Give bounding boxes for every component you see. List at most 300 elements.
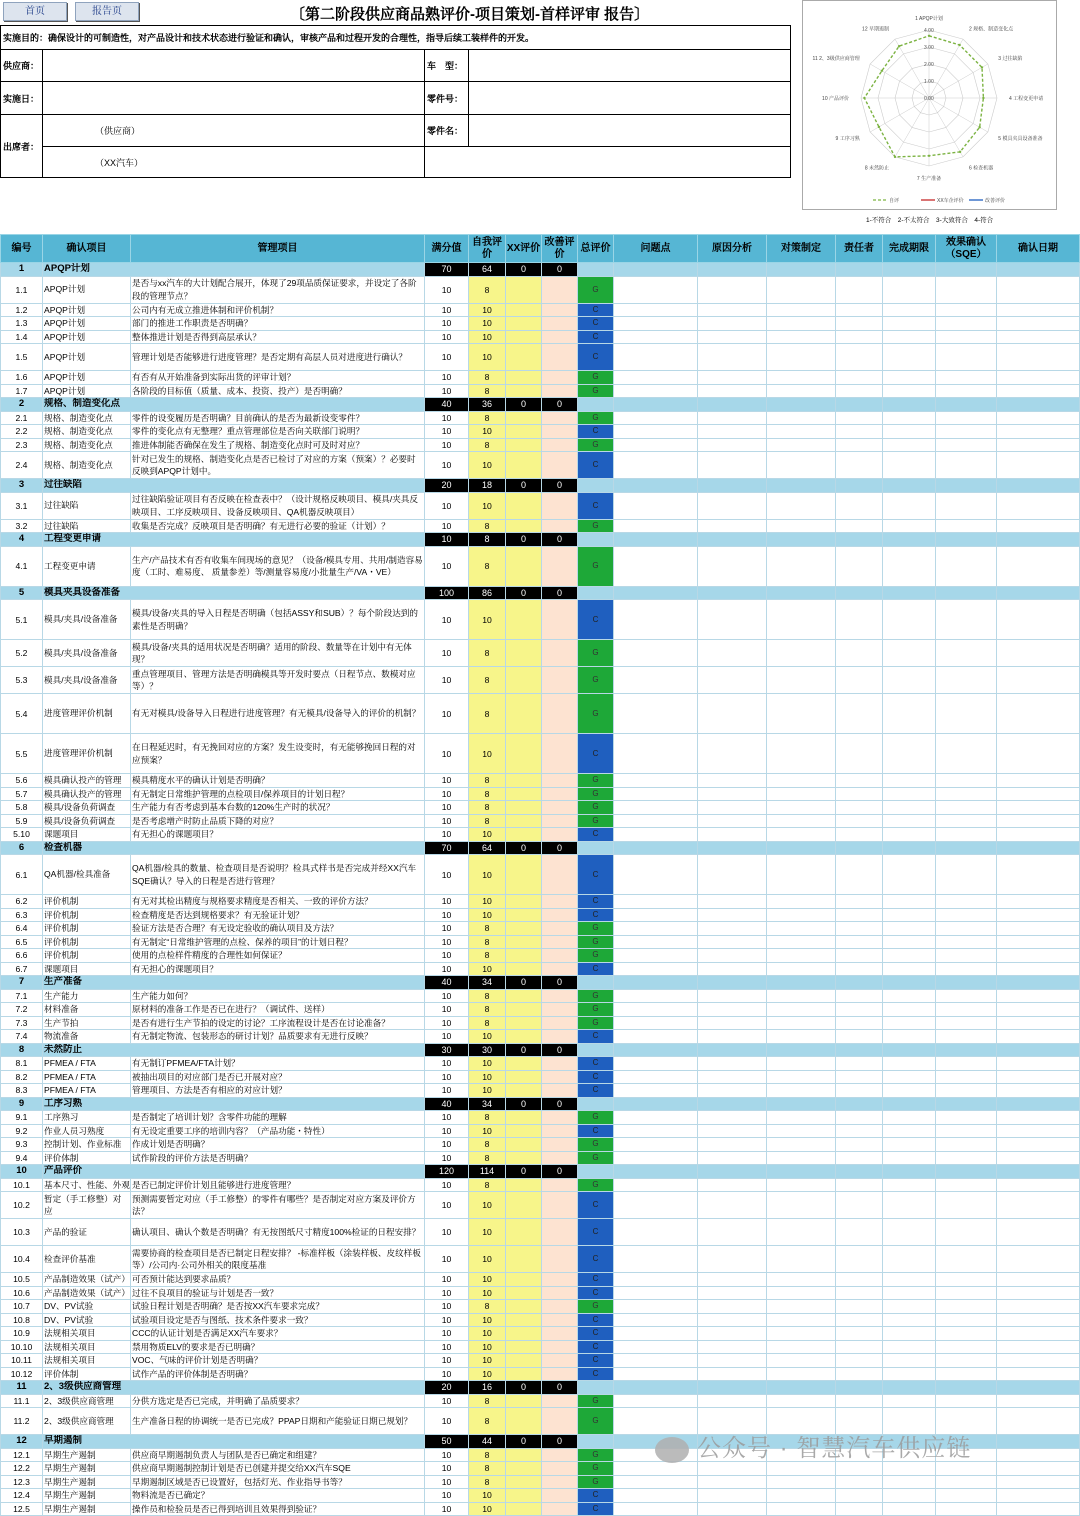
improve-score[interactable] xyxy=(542,1367,578,1381)
confirm-date-cell[interactable] xyxy=(997,519,1080,533)
sqe-confirm-cell[interactable] xyxy=(936,774,997,788)
improve-score[interactable] xyxy=(542,908,578,922)
self-score[interactable]: 10 xyxy=(469,1070,506,1084)
self-score[interactable]: 8 xyxy=(469,814,506,828)
issue-cell[interactable] xyxy=(614,1300,698,1314)
countermeasure-cell[interactable] xyxy=(767,694,836,734)
deadline-cell[interactable] xyxy=(883,1124,936,1138)
improve-score[interactable] xyxy=(542,411,578,425)
deadline-cell[interactable] xyxy=(883,1394,936,1408)
oem-score[interactable] xyxy=(506,1462,542,1476)
confirm-date-cell[interactable] xyxy=(997,1448,1080,1462)
improve-score[interactable] xyxy=(542,962,578,976)
issue-cell[interactable] xyxy=(614,1246,698,1273)
self-score[interactable]: 8 xyxy=(469,276,506,303)
sqe-confirm-cell[interactable] xyxy=(936,276,997,303)
countermeasure-cell[interactable] xyxy=(767,1286,836,1300)
deadline-cell[interactable] xyxy=(883,384,936,398)
improve-score[interactable] xyxy=(542,452,578,479)
sqe-confirm-cell[interactable] xyxy=(936,1489,997,1503)
oem-score[interactable] xyxy=(506,276,542,303)
sqe-confirm-cell[interactable] xyxy=(936,519,997,533)
countermeasure-cell[interactable] xyxy=(767,922,836,936)
confirm-date-cell[interactable] xyxy=(997,828,1080,842)
improve-score[interactable] xyxy=(542,640,578,667)
deadline-cell[interactable] xyxy=(883,1367,936,1381)
oem-score[interactable] xyxy=(506,1003,542,1017)
self-score[interactable]: 8 xyxy=(469,411,506,425)
self-score[interactable]: 10 xyxy=(469,1030,506,1044)
confirm-date-cell[interactable] xyxy=(997,546,1080,586)
oem-score[interactable] xyxy=(506,1448,542,1462)
oem-score[interactable] xyxy=(506,1300,542,1314)
self-score[interactable]: 10 xyxy=(469,344,506,371)
self-score[interactable]: 8 xyxy=(469,1016,506,1030)
sqe-confirm-cell[interactable] xyxy=(936,1111,997,1125)
improve-score[interactable] xyxy=(542,1124,578,1138)
confirm-date-cell[interactable] xyxy=(997,411,1080,425)
cause-cell[interactable] xyxy=(698,787,767,801)
confirm-date-cell[interactable] xyxy=(997,895,1080,909)
issue-cell[interactable] xyxy=(614,922,698,936)
issue-cell[interactable] xyxy=(614,519,698,533)
owner-cell[interactable] xyxy=(836,908,883,922)
countermeasure-cell[interactable] xyxy=(767,1462,836,1476)
issue-cell[interactable] xyxy=(614,774,698,788)
countermeasure-cell[interactable] xyxy=(767,1030,836,1044)
sqe-confirm-cell[interactable] xyxy=(936,1219,997,1246)
deadline-cell[interactable] xyxy=(883,922,936,936)
attendee-supplier[interactable]: （供应商） xyxy=(43,115,425,147)
deadline-cell[interactable] xyxy=(883,1313,936,1327)
owner-cell[interactable] xyxy=(836,1489,883,1503)
confirm-date-cell[interactable] xyxy=(997,922,1080,936)
owner-cell[interactable] xyxy=(836,935,883,949)
self-score[interactable]: 10 xyxy=(469,855,506,895)
improve-score[interactable] xyxy=(542,600,578,640)
deadline-cell[interactable] xyxy=(883,1300,936,1314)
owner-cell[interactable] xyxy=(836,276,883,303)
cause-cell[interactable] xyxy=(698,1219,767,1246)
cause-cell[interactable] xyxy=(698,1273,767,1287)
improve-score[interactable] xyxy=(542,694,578,734)
cause-cell[interactable] xyxy=(698,1246,767,1273)
owner-cell[interactable] xyxy=(836,855,883,895)
countermeasure-cell[interactable] xyxy=(767,935,836,949)
owner-cell[interactable] xyxy=(836,1057,883,1071)
improve-score[interactable] xyxy=(542,1313,578,1327)
countermeasure-cell[interactable] xyxy=(767,276,836,303)
owner-cell[interactable] xyxy=(836,452,883,479)
owner-cell[interactable] xyxy=(836,787,883,801)
issue-cell[interactable] xyxy=(614,1354,698,1368)
issue-cell[interactable] xyxy=(614,895,698,909)
countermeasure-cell[interactable] xyxy=(767,1340,836,1354)
deadline-cell[interactable] xyxy=(883,694,936,734)
supplier-field[interactable] xyxy=(43,50,425,82)
owner-cell[interactable] xyxy=(836,384,883,398)
attendee-oem[interactable]: （XX汽车） xyxy=(43,147,425,178)
issue-cell[interactable] xyxy=(614,546,698,586)
issue-cell[interactable] xyxy=(614,600,698,640)
improve-score[interactable] xyxy=(542,330,578,344)
cause-cell[interactable] xyxy=(698,1084,767,1098)
sqe-confirm-cell[interactable] xyxy=(936,1124,997,1138)
sqe-confirm-cell[interactable] xyxy=(936,317,997,331)
owner-cell[interactable] xyxy=(836,640,883,667)
self-score[interactable]: 8 xyxy=(469,1394,506,1408)
cause-cell[interactable] xyxy=(698,1192,767,1219)
countermeasure-cell[interactable] xyxy=(767,1111,836,1125)
issue-cell[interactable] xyxy=(614,330,698,344)
deadline-cell[interactable] xyxy=(883,855,936,895)
countermeasure-cell[interactable] xyxy=(767,1489,836,1503)
issue-cell[interactable] xyxy=(614,1070,698,1084)
cause-cell[interactable] xyxy=(698,452,767,479)
countermeasure-cell[interactable] xyxy=(767,1367,836,1381)
countermeasure-cell[interactable] xyxy=(767,908,836,922)
deadline-cell[interactable] xyxy=(883,1327,936,1341)
issue-cell[interactable] xyxy=(614,855,698,895)
countermeasure-cell[interactable] xyxy=(767,1016,836,1030)
sqe-confirm-cell[interactable] xyxy=(936,828,997,842)
cause-cell[interactable] xyxy=(698,425,767,439)
oem-score[interactable] xyxy=(506,384,542,398)
oem-score[interactable] xyxy=(506,801,542,815)
confirm-date-cell[interactable] xyxy=(997,371,1080,385)
cause-cell[interactable] xyxy=(698,935,767,949)
deadline-cell[interactable] xyxy=(883,1030,936,1044)
cause-cell[interactable] xyxy=(698,1151,767,1165)
cause-cell[interactable] xyxy=(698,922,767,936)
improve-score[interactable] xyxy=(542,855,578,895)
oem-score[interactable] xyxy=(506,1408,542,1435)
oem-score[interactable] xyxy=(506,411,542,425)
oem-score[interactable] xyxy=(506,1367,542,1381)
deadline-cell[interactable] xyxy=(883,411,936,425)
self-score[interactable]: 8 xyxy=(469,1138,506,1152)
confirm-date-cell[interactable] xyxy=(997,1016,1080,1030)
owner-cell[interactable] xyxy=(836,1313,883,1327)
confirm-date-cell[interactable] xyxy=(997,908,1080,922)
confirm-date-cell[interactable] xyxy=(997,1030,1080,1044)
issue-cell[interactable] xyxy=(614,694,698,734)
owner-cell[interactable] xyxy=(836,895,883,909)
cause-cell[interactable] xyxy=(698,828,767,842)
deadline-cell[interactable] xyxy=(883,344,936,371)
cause-cell[interactable] xyxy=(698,546,767,586)
sqe-confirm-cell[interactable] xyxy=(936,1502,997,1516)
self-score[interactable]: 10 xyxy=(469,734,506,774)
issue-cell[interactable] xyxy=(614,411,698,425)
countermeasure-cell[interactable] xyxy=(767,774,836,788)
improve-score[interactable] xyxy=(542,1502,578,1516)
cause-cell[interactable] xyxy=(698,734,767,774)
owner-cell[interactable] xyxy=(836,1367,883,1381)
self-score[interactable]: 10 xyxy=(469,1502,506,1516)
oem-score[interactable] xyxy=(506,814,542,828)
deadline-cell[interactable] xyxy=(883,787,936,801)
cause-cell[interactable] xyxy=(698,303,767,317)
issue-cell[interactable] xyxy=(614,452,698,479)
owner-cell[interactable] xyxy=(836,801,883,815)
cause-cell[interactable] xyxy=(698,1070,767,1084)
countermeasure-cell[interactable] xyxy=(767,989,836,1003)
sqe-confirm-cell[interactable] xyxy=(936,1327,997,1341)
cause-cell[interactable] xyxy=(698,519,767,533)
oem-score[interactable] xyxy=(506,1111,542,1125)
deadline-cell[interactable] xyxy=(883,814,936,828)
deadline-cell[interactable] xyxy=(883,438,936,452)
date-field[interactable] xyxy=(43,82,425,115)
countermeasure-cell[interactable] xyxy=(767,425,836,439)
sqe-confirm-cell[interactable] xyxy=(936,1300,997,1314)
improve-score[interactable] xyxy=(542,1394,578,1408)
report-page-button[interactable]: 报告页 xyxy=(75,2,139,21)
oem-score[interactable] xyxy=(506,1192,542,1219)
issue-cell[interactable] xyxy=(614,989,698,1003)
countermeasure-cell[interactable] xyxy=(767,734,836,774)
countermeasure-cell[interactable] xyxy=(767,1124,836,1138)
improve-score[interactable] xyxy=(542,1178,578,1192)
deadline-cell[interactable] xyxy=(883,1273,936,1287)
countermeasure-cell[interactable] xyxy=(767,787,836,801)
issue-cell[interactable] xyxy=(614,371,698,385)
sqe-confirm-cell[interactable] xyxy=(936,1462,997,1476)
cause-cell[interactable] xyxy=(698,411,767,425)
sqe-confirm-cell[interactable] xyxy=(936,1030,997,1044)
confirm-date-cell[interactable] xyxy=(997,600,1080,640)
deadline-cell[interactable] xyxy=(883,935,936,949)
self-score[interactable]: 8 xyxy=(469,1475,506,1489)
deadline-cell[interactable] xyxy=(883,1084,936,1098)
partno-field[interactable] xyxy=(469,82,791,115)
cause-cell[interactable] xyxy=(698,330,767,344)
countermeasure-cell[interactable] xyxy=(767,371,836,385)
countermeasure-cell[interactable] xyxy=(767,1313,836,1327)
oem-score[interactable] xyxy=(506,1502,542,1516)
self-score[interactable]: 10 xyxy=(469,1354,506,1368)
oem-score[interactable] xyxy=(506,344,542,371)
confirm-date-cell[interactable] xyxy=(997,1354,1080,1368)
cause-cell[interactable] xyxy=(698,1138,767,1152)
deadline-cell[interactable] xyxy=(883,667,936,694)
confirm-date-cell[interactable] xyxy=(997,949,1080,963)
owner-cell[interactable] xyxy=(836,962,883,976)
improve-score[interactable] xyxy=(542,814,578,828)
self-score[interactable]: 10 xyxy=(469,317,506,331)
deadline-cell[interactable] xyxy=(883,1475,936,1489)
countermeasure-cell[interactable] xyxy=(767,1327,836,1341)
confirm-date-cell[interactable] xyxy=(997,989,1080,1003)
owner-cell[interactable] xyxy=(836,1016,883,1030)
issue-cell[interactable] xyxy=(614,1273,698,1287)
issue-cell[interactable] xyxy=(614,1178,698,1192)
self-score[interactable]: 8 xyxy=(469,546,506,586)
oem-score[interactable] xyxy=(506,989,542,1003)
cause-cell[interactable] xyxy=(698,384,767,398)
countermeasure-cell[interactable] xyxy=(767,1219,836,1246)
owner-cell[interactable] xyxy=(836,1138,883,1152)
improve-score[interactable] xyxy=(542,801,578,815)
cause-cell[interactable] xyxy=(698,1489,767,1503)
owner-cell[interactable] xyxy=(836,303,883,317)
cause-cell[interactable] xyxy=(698,814,767,828)
confirm-date-cell[interactable] xyxy=(997,640,1080,667)
self-score[interactable]: 10 xyxy=(469,1313,506,1327)
oem-score[interactable] xyxy=(506,1016,542,1030)
confirm-date-cell[interactable] xyxy=(997,1408,1080,1435)
cause-cell[interactable] xyxy=(698,640,767,667)
countermeasure-cell[interactable] xyxy=(767,1354,836,1368)
sqe-confirm-cell[interactable] xyxy=(936,801,997,815)
confirm-date-cell[interactable] xyxy=(997,276,1080,303)
issue-cell[interactable] xyxy=(614,1151,698,1165)
oem-score[interactable] xyxy=(506,1030,542,1044)
confirm-date-cell[interactable] xyxy=(997,801,1080,815)
cause-cell[interactable] xyxy=(698,1394,767,1408)
countermeasure-cell[interactable] xyxy=(767,303,836,317)
owner-cell[interactable] xyxy=(836,734,883,774)
sqe-confirm-cell[interactable] xyxy=(936,989,997,1003)
issue-cell[interactable] xyxy=(614,640,698,667)
self-score[interactable]: 10 xyxy=(469,600,506,640)
sqe-confirm-cell[interactable] xyxy=(936,303,997,317)
countermeasure-cell[interactable] xyxy=(767,814,836,828)
confirm-date-cell[interactable] xyxy=(997,1070,1080,1084)
confirm-date-cell[interactable] xyxy=(997,814,1080,828)
owner-cell[interactable] xyxy=(836,1151,883,1165)
self-score[interactable]: 10 xyxy=(469,1273,506,1287)
self-score[interactable]: 10 xyxy=(469,1057,506,1071)
cause-cell[interactable] xyxy=(698,600,767,640)
oem-score[interactable] xyxy=(506,949,542,963)
issue-cell[interactable] xyxy=(614,1084,698,1098)
confirm-date-cell[interactable] xyxy=(997,1192,1080,1219)
confirm-date-cell[interactable] xyxy=(997,1327,1080,1341)
countermeasure-cell[interactable] xyxy=(767,855,836,895)
owner-cell[interactable] xyxy=(836,330,883,344)
countermeasure-cell[interactable] xyxy=(767,411,836,425)
issue-cell[interactable] xyxy=(614,1003,698,1017)
oem-score[interactable] xyxy=(506,667,542,694)
cause-cell[interactable] xyxy=(698,895,767,909)
self-score[interactable]: 10 xyxy=(469,1340,506,1354)
sqe-confirm-cell[interactable] xyxy=(936,1070,997,1084)
self-score[interactable]: 10 xyxy=(469,1219,506,1246)
owner-cell[interactable] xyxy=(836,1354,883,1368)
issue-cell[interactable] xyxy=(614,801,698,815)
oem-score[interactable] xyxy=(506,1475,542,1489)
owner-cell[interactable] xyxy=(836,694,883,734)
self-score[interactable]: 10 xyxy=(469,303,506,317)
confirm-date-cell[interactable] xyxy=(997,1151,1080,1165)
cause-cell[interactable] xyxy=(698,801,767,815)
owner-cell[interactable] xyxy=(836,922,883,936)
sqe-confirm-cell[interactable] xyxy=(936,452,997,479)
confirm-date-cell[interactable] xyxy=(997,1462,1080,1476)
sqe-confirm-cell[interactable] xyxy=(936,1286,997,1300)
self-score[interactable]: 8 xyxy=(469,1178,506,1192)
cause-cell[interactable] xyxy=(698,1354,767,1368)
sqe-confirm-cell[interactable] xyxy=(936,344,997,371)
countermeasure-cell[interactable] xyxy=(767,1246,836,1273)
self-score[interactable]: 10 xyxy=(469,1246,506,1273)
countermeasure-cell[interactable] xyxy=(767,1151,836,1165)
sqe-confirm-cell[interactable] xyxy=(936,1246,997,1273)
cause-cell[interactable] xyxy=(698,1367,767,1381)
sqe-confirm-cell[interactable] xyxy=(936,1354,997,1368)
countermeasure-cell[interactable] xyxy=(767,1192,836,1219)
oem-score[interactable] xyxy=(506,1124,542,1138)
oem-score[interactable] xyxy=(506,1219,542,1246)
confirm-date-cell[interactable] xyxy=(997,962,1080,976)
owner-cell[interactable] xyxy=(836,814,883,828)
deadline-cell[interactable] xyxy=(883,1178,936,1192)
improve-score[interactable] xyxy=(542,371,578,385)
countermeasure-cell[interactable] xyxy=(767,1138,836,1152)
deadline-cell[interactable] xyxy=(883,801,936,815)
issue-cell[interactable] xyxy=(614,1340,698,1354)
oem-score[interactable] xyxy=(506,452,542,479)
self-score[interactable]: 8 xyxy=(469,640,506,667)
confirm-date-cell[interactable] xyxy=(997,855,1080,895)
self-score[interactable]: 10 xyxy=(469,1084,506,1098)
confirm-date-cell[interactable] xyxy=(997,1394,1080,1408)
countermeasure-cell[interactable] xyxy=(767,1502,836,1516)
improve-score[interactable] xyxy=(542,667,578,694)
self-score[interactable]: 8 xyxy=(469,1003,506,1017)
sqe-confirm-cell[interactable] xyxy=(936,962,997,976)
partname-field[interactable] xyxy=(469,115,791,147)
self-score[interactable]: 10 xyxy=(469,908,506,922)
countermeasure-cell[interactable] xyxy=(767,317,836,331)
cause-cell[interactable] xyxy=(698,1300,767,1314)
improve-score[interactable] xyxy=(542,828,578,842)
improve-score[interactable] xyxy=(542,1070,578,1084)
deadline-cell[interactable] xyxy=(883,303,936,317)
deadline-cell[interactable] xyxy=(883,1340,936,1354)
owner-cell[interactable] xyxy=(836,425,883,439)
countermeasure-cell[interactable] xyxy=(767,600,836,640)
countermeasure-cell[interactable] xyxy=(767,452,836,479)
issue-cell[interactable] xyxy=(614,1462,698,1476)
cause-cell[interactable] xyxy=(698,492,767,519)
confirm-date-cell[interactable] xyxy=(997,1124,1080,1138)
improve-score[interactable] xyxy=(542,1475,578,1489)
issue-cell[interactable] xyxy=(614,276,698,303)
sqe-confirm-cell[interactable] xyxy=(936,438,997,452)
sqe-confirm-cell[interactable] xyxy=(936,1138,997,1152)
owner-cell[interactable] xyxy=(836,1246,883,1273)
issue-cell[interactable] xyxy=(614,734,698,774)
cause-cell[interactable] xyxy=(698,774,767,788)
issue-cell[interactable] xyxy=(614,1016,698,1030)
confirm-date-cell[interactable] xyxy=(997,1367,1080,1381)
countermeasure-cell[interactable] xyxy=(767,640,836,667)
cause-cell[interactable] xyxy=(698,855,767,895)
owner-cell[interactable] xyxy=(836,1502,883,1516)
improve-score[interactable] xyxy=(542,1300,578,1314)
confirm-date-cell[interactable] xyxy=(997,1003,1080,1017)
issue-cell[interactable] xyxy=(614,1489,698,1503)
self-score[interactable]: 10 xyxy=(469,895,506,909)
oem-score[interactable] xyxy=(506,908,542,922)
sqe-confirm-cell[interactable] xyxy=(936,384,997,398)
improve-score[interactable] xyxy=(542,1408,578,1435)
issue-cell[interactable] xyxy=(614,935,698,949)
improve-score[interactable] xyxy=(542,935,578,949)
